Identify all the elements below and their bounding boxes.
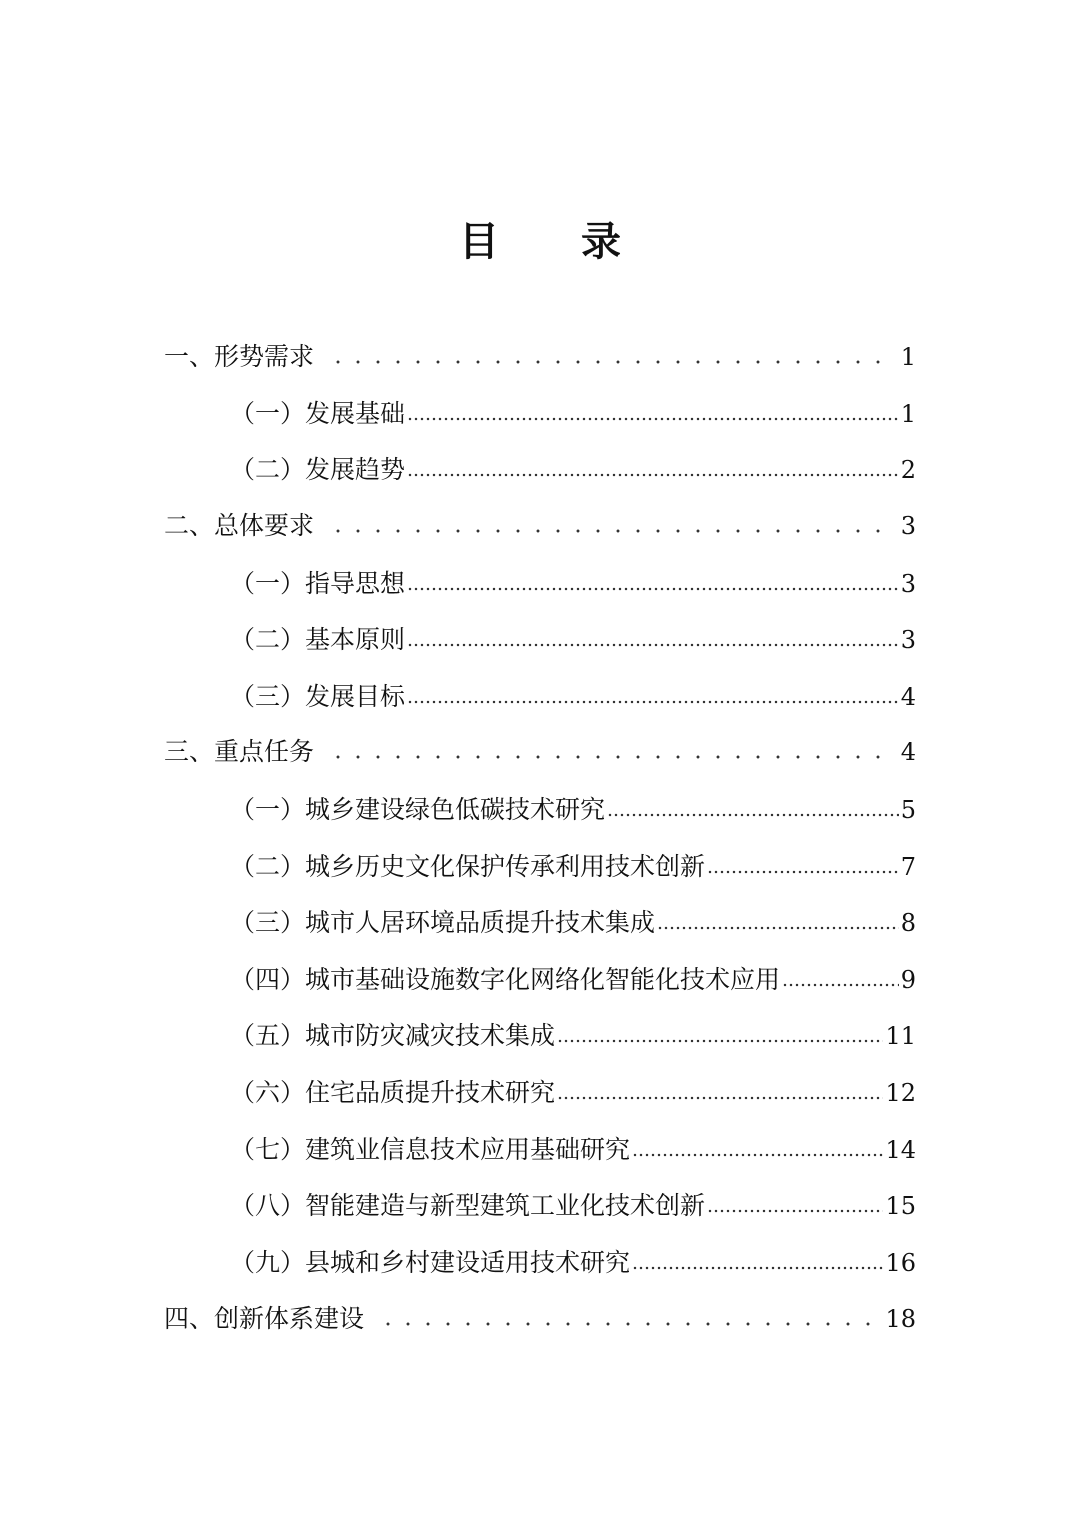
toc-entry-section-1[interactable] (164, 334, 916, 374)
toc-entry-label: （三）城市人居环境品质提升技术集成 (230, 908, 656, 937)
toc-page-number: 18 (885, 1305, 916, 1333)
page-title: 目 录 (459, 219, 655, 265)
toc-entry-label: （六）住宅品质提升技术研究 (230, 1078, 556, 1107)
toc-leader-dots (557, 1094, 883, 1102)
toc-leader-dots (632, 1264, 883, 1272)
toc-entry-section-3[interactable] (164, 729, 916, 769)
toc-page-number: 3 (900, 626, 916, 654)
toc-page-number: 14 (885, 1136, 916, 1164)
toc-leader-dots (407, 698, 899, 706)
toc-page-number: 11 (885, 1022, 916, 1050)
toc-page-number: 1 (900, 343, 916, 371)
toc-page-number: 4 (900, 738, 916, 766)
toc-entry-label: （八）智能建造与新型建筑工业化技术创新 (230, 1191, 706, 1220)
toc-leader-dots (378, 1320, 871, 1328)
toc-entry-subsection[interactable] (230, 391, 916, 431)
toc-leader-dots (607, 811, 899, 819)
toc-entry-subsection[interactable] (230, 844, 916, 884)
toc-page-number: 1 (900, 400, 916, 428)
toc-leader-dots (407, 641, 899, 649)
toc-entry-subsection[interactable] (230, 1183, 916, 1223)
toc-entry-label: 一、形势需求 (164, 342, 315, 371)
toc-leader-dots (328, 358, 887, 366)
toc-page-number: 3 (900, 512, 916, 540)
toc-entry-label: （一）发展基础 (230, 399, 406, 428)
toc-entry-label: （五）城市防灾减灾技术集成 (230, 1021, 556, 1050)
toc-entry-label: （二）发展趋势 (230, 455, 406, 484)
toc-entry-subsection[interactable] (230, 447, 916, 487)
toc-page-number: 15 (885, 1192, 916, 1220)
toc-page-number: 9 (900, 966, 916, 994)
toc-entry-subsection[interactable] (230, 561, 916, 601)
toc-leader-dots (707, 868, 899, 876)
toc-entry-label: （七）建筑业信息技术应用基础研究 (230, 1135, 631, 1164)
toc-entry-label: 二、总体要求 (164, 511, 315, 540)
toc-leader-dots (782, 981, 899, 989)
toc-page-number: 8 (900, 909, 916, 937)
toc-leader-dots (407, 415, 899, 423)
toc-page-number: 3 (900, 570, 916, 598)
toc-entry-label: 四、创新体系建设 (164, 1304, 365, 1333)
toc-leader-dots (557, 1037, 883, 1045)
toc-page-number: 16 (885, 1249, 916, 1277)
toc-leader-dots (407, 585, 899, 593)
toc-entry-label: （二）城乡历史文化保护传承利用技术创新 (230, 852, 706, 881)
toc-page-number: 5 (900, 796, 916, 824)
toc-entry-label: （四）城市基础设施数字化网络化智能化技术应用 (230, 965, 781, 994)
toc-page-number: 7 (900, 853, 916, 881)
toc-leader-dots (328, 527, 887, 535)
toc-page-number: 2 (900, 456, 916, 484)
toc-entry-section-4[interactable] (164, 1296, 916, 1336)
toc-entry-subsection[interactable] (230, 1013, 916, 1053)
toc-entry-subsection[interactable] (230, 957, 916, 997)
toc-leader-dots (407, 471, 899, 479)
toc-entry-label: （二）基本原则 (230, 625, 406, 654)
toc-entry-label: （九）县城和乡村建设适用技术研究 (230, 1248, 631, 1277)
toc-entry-label: （一）城乡建设绿色低碳技术研究 (230, 795, 606, 824)
toc-entry-label: （三）发展目标 (230, 682, 406, 711)
toc-entry-label: 三、重点任务 (164, 737, 315, 766)
toc-entry-subsection[interactable] (230, 1240, 916, 1280)
toc-leader-dots (328, 753, 887, 761)
toc-leader-dots (707, 1207, 883, 1215)
toc-entry-subsection[interactable] (230, 617, 916, 657)
toc-entry-subsection[interactable] (230, 1070, 916, 1110)
toc-entry-section-2[interactable] (164, 503, 916, 543)
toc-leader-dots (632, 1151, 883, 1159)
toc-page-number: 4 (900, 683, 916, 711)
toc-entry-subsection[interactable] (230, 1127, 916, 1167)
toc-entry-subsection[interactable] (230, 787, 916, 827)
toc-page-number: 12 (885, 1079, 916, 1107)
toc-entry-label: （一）指导思想 (230, 569, 406, 598)
toc-entry-subsection[interactable] (230, 674, 916, 714)
toc-leader-dots (657, 924, 899, 932)
toc-entry-subsection[interactable] (230, 900, 916, 940)
